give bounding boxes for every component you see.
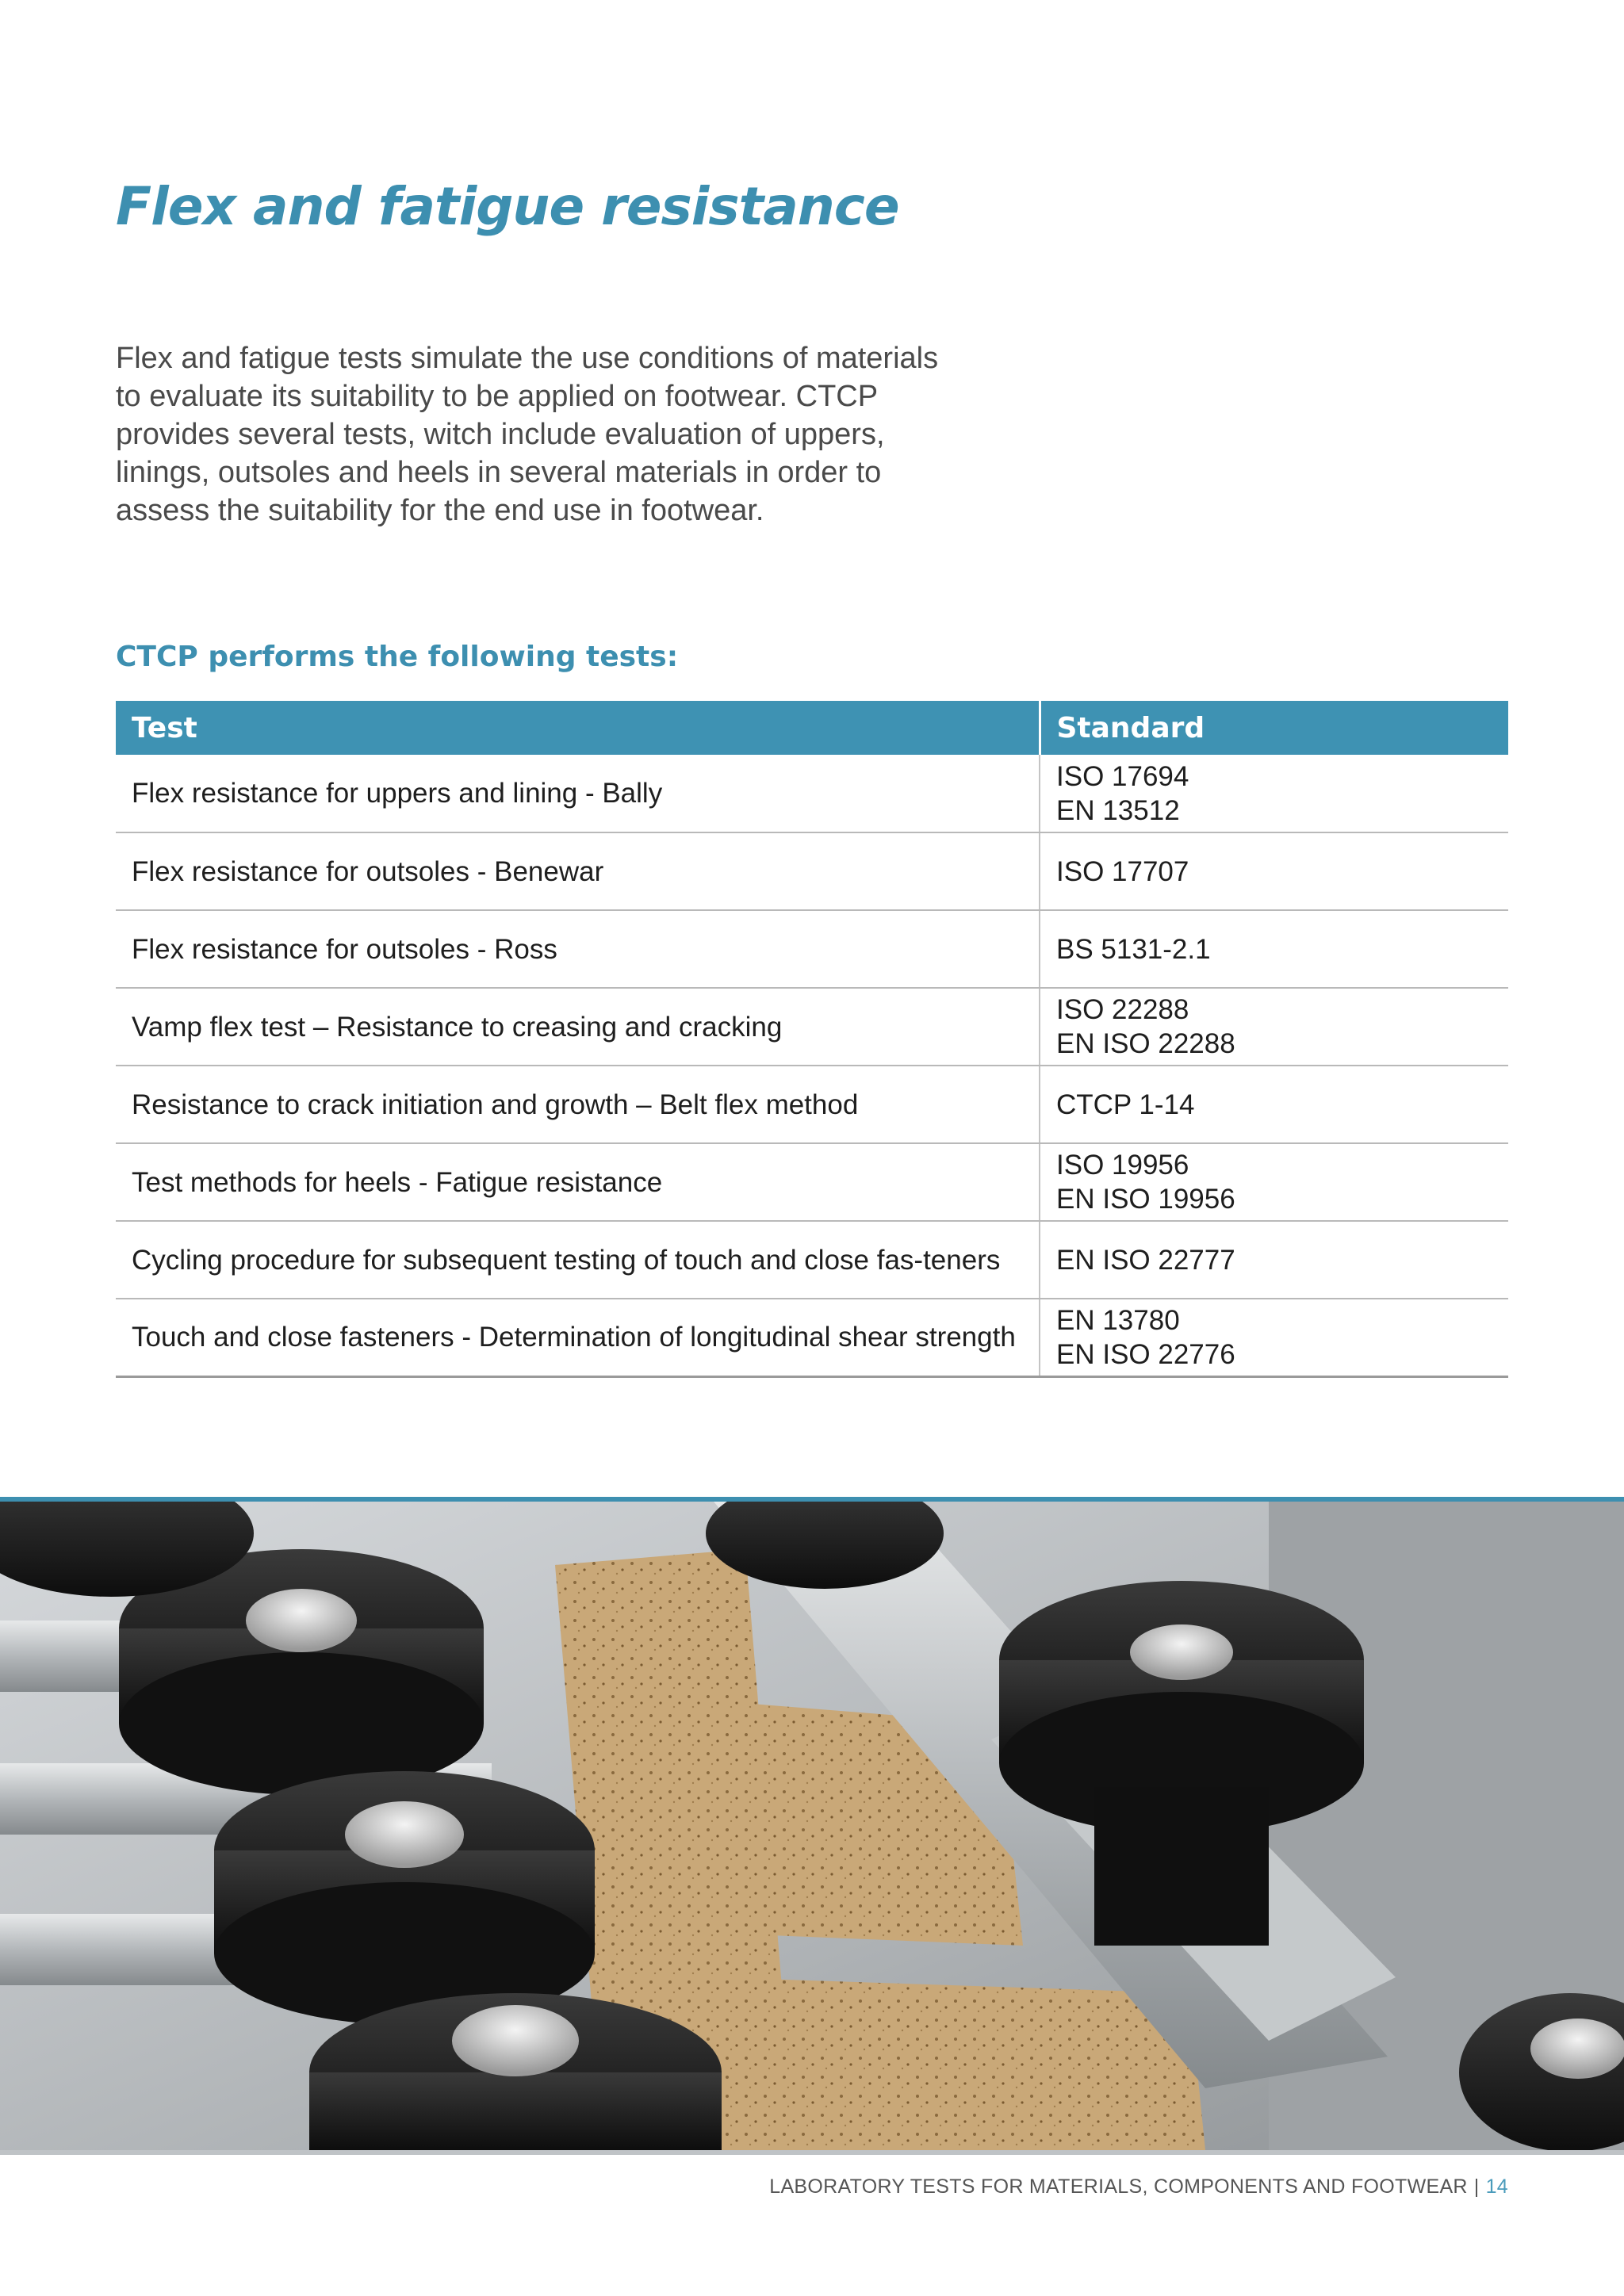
standard-cell — [1040, 910, 1508, 988]
intro-line: provides several tests, witch include evaluation of uppers, — [116, 418, 885, 451]
footer-text: LABORATORY TESTS FOR MATERIALS, COMPONENTS AND FOOTWEAR — [769, 2175, 1468, 2198]
intro-line: linings, outsoles and heels in several materials in order to — [116, 456, 882, 489]
tests-table — [116, 701, 1508, 1378]
table-row — [116, 1066, 1508, 1143]
table-row — [116, 832, 1508, 910]
standard-code: EN 13780 — [1056, 1304, 1180, 1336]
table-row — [116, 910, 1508, 988]
standard-code: EN 13512 — [1056, 794, 1180, 826]
standard-cell — [1040, 755, 1508, 832]
standard-code: EN ISO 22777 — [1056, 1244, 1235, 1276]
standard-code: ISO 17707 — [1056, 855, 1189, 887]
test-name-cell: Flex resistance for outsoles - Benewar — [116, 832, 1040, 910]
test-name-cell: Flex resistance for uppers and lining - Bally — [116, 755, 1040, 832]
footer-separator: | — [1473, 2175, 1480, 2198]
standard-cell — [1040, 832, 1508, 910]
column-header-test: Test — [116, 701, 1040, 755]
table-row — [116, 1221, 1508, 1299]
table-row — [116, 988, 1508, 1066]
standard-code: CTCP 1-14 — [1056, 1089, 1195, 1120]
standard-cell — [1040, 1066, 1508, 1143]
test-name-cell: Flex resistance for outsoles - Ross — [116, 910, 1040, 988]
table-row — [116, 755, 1508, 832]
standard-code: ISO 17694 — [1056, 760, 1189, 792]
table-row — [116, 1143, 1508, 1221]
table-body — [116, 755, 1508, 1376]
test-name-cell: Resistance to crack initiation and growth – Belt flex method — [116, 1066, 1040, 1143]
standard-code: ISO 22288 — [1056, 994, 1189, 1025]
test-name-cell: Test methods for heels - Fatigue resistance — [116, 1143, 1040, 1221]
page-number: 14 — [1485, 2175, 1508, 2198]
standard-cell — [1040, 1299, 1508, 1376]
standard-code: BS 5131-2.1 — [1056, 933, 1211, 965]
test-name-cell: Vamp flex test – Resistance to creasing and cracking — [116, 988, 1040, 1066]
standard-code: ISO 19956 — [1056, 1150, 1189, 1181]
standard-code: EN ISO 22288 — [1056, 1028, 1235, 1059]
table-row — [116, 1299, 1508, 1376]
intro-paragraph — [116, 339, 1051, 530]
table-header-row — [116, 701, 1508, 755]
standard-cell — [1040, 988, 1508, 1066]
test-name-cell: Cycling procedure for subsequent testing of touch and close fas-teners — [116, 1221, 1040, 1299]
column-header-standard: Standard — [1040, 701, 1508, 755]
standard-code: EN ISO 19956 — [1056, 1184, 1235, 1215]
standard-cell — [1040, 1221, 1508, 1299]
section-subheading: CTCP performs the following tests: — [116, 641, 679, 673]
intro-line: assess the suitability for the end use in footwear. — [116, 494, 764, 527]
intro-line: to evaluate its suitability to be applied on footwear. CTCP — [116, 380, 879, 413]
test-name-cell: Touch and close fasteners - Determination of longitudinal shear strength — [116, 1299, 1040, 1376]
intro-line: Flex and fatigue tests simulate the use conditions of materials — [116, 342, 939, 375]
standard-code: EN ISO 22776 — [1056, 1338, 1235, 1370]
page-title: Flex and fatigue resistance — [116, 176, 899, 237]
page-footer — [769, 2175, 1508, 2198]
standard-cell — [1040, 1143, 1508, 1221]
flex-tester-photo — [0, 1497, 1624, 2155]
